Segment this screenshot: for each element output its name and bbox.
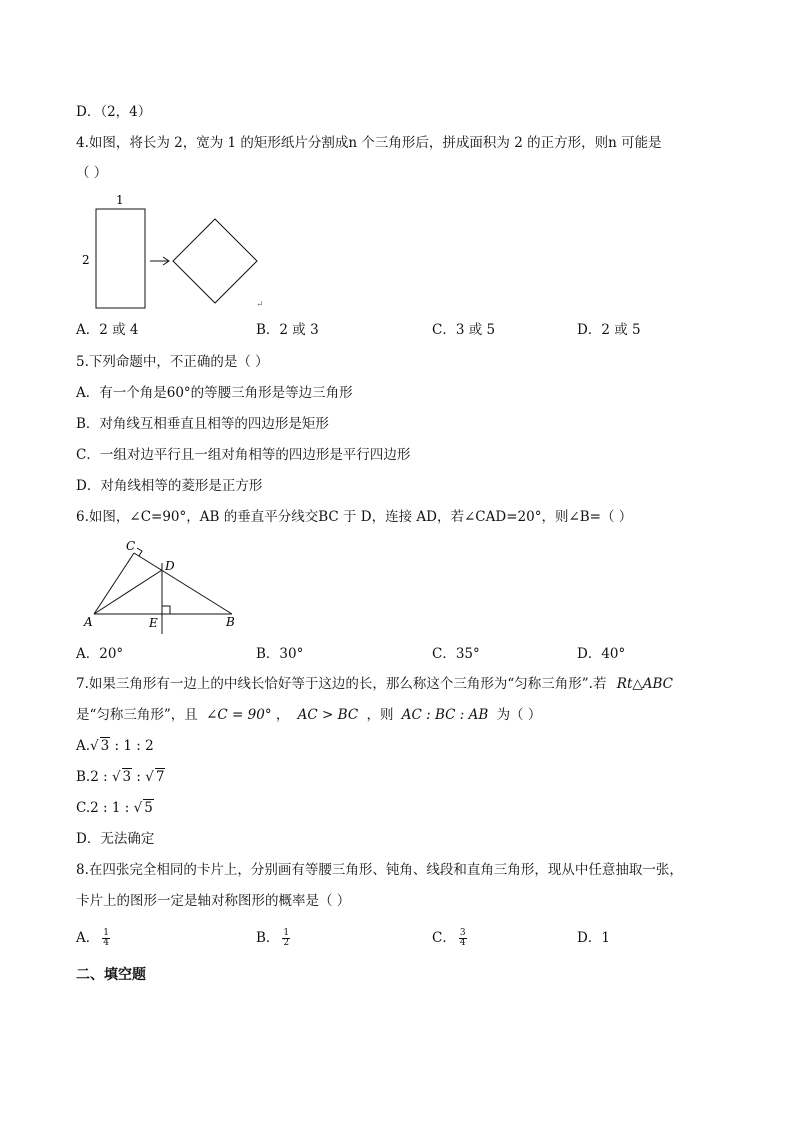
- q7-c-prefix: C.2 : 1 :: [76, 800, 134, 816]
- label-a: A: [84, 615, 93, 629]
- q5-option-d: D．对角线相等的菱形是正方形: [76, 478, 263, 494]
- q7-stem: [76, 674, 673, 694]
- q7-option-c: [76, 798, 154, 818]
- square-shape: [173, 219, 257, 303]
- q5-option-a: A．有一个角是60°的等腰三角形是等边三角形: [76, 385, 353, 401]
- return-mark-icon: ↵: [256, 300, 264, 310]
- q7-option-b: [76, 767, 165, 787]
- q4-option-b: B．2 或 3: [256, 322, 319, 338]
- q8-a-fraction: [102, 929, 110, 948]
- segment-ad: [94, 570, 162, 614]
- sqrt-icon: √: [111, 769, 121, 785]
- q8-option-a: [76, 928, 110, 948]
- sqrt-icon: √: [90, 738, 99, 754]
- label-c: C: [126, 539, 136, 553]
- q8-option-b: [256, 928, 290, 948]
- q8-b-fraction: [282, 929, 290, 948]
- q7-stem-cont: [76, 705, 541, 725]
- q8-stem-cont: 卡片上的图形一定是轴对称图形的概率是（ ）: [76, 893, 351, 909]
- label-b: B: [226, 615, 235, 629]
- q4-option-a: A．2 或 4: [76, 322, 139, 338]
- q7-inequality: AC > BC: [297, 707, 359, 723]
- q7-b-radicand-2: 7: [155, 769, 165, 785]
- q6-option-d: D．40°: [577, 646, 626, 662]
- q7-b-radicand-1: 3: [122, 769, 132, 785]
- q6-stem: 6.如图，∠C=90°，AB 的垂直平分线交BC 于 D，连接 AD，若∠CAD=20°，则∠B=（ ）: [76, 509, 633, 525]
- q4-option-d: D．2 或 5: [577, 322, 641, 338]
- q8-c-den: 4: [459, 938, 466, 948]
- q8-c-num: 3: [459, 928, 466, 938]
- q8-b-num: 1: [283, 928, 290, 938]
- q7-text-1: 是“匀称三角形”，且: [76, 707, 198, 723]
- q4-stem-cont: （ ）: [76, 165, 108, 181]
- q4-option-c: C．3 或 5: [432, 322, 496, 338]
- q8-b-den: 2: [283, 938, 290, 948]
- q7-b-prefix: B.2 :: [76, 769, 112, 785]
- q7-a-radicand: 3: [100, 738, 110, 754]
- q8-a-num: 1: [103, 928, 109, 938]
- q7-text-2: ，则: [366, 707, 394, 723]
- height-label: 2: [82, 253, 90, 267]
- q8-c-prefix: C．: [432, 930, 456, 946]
- segment-cb: [134, 553, 232, 614]
- q7-option-a: [76, 736, 154, 756]
- label-d: D: [165, 559, 175, 573]
- q5-option-b: B．对角线互相垂直且相等的四边形是矩形: [76, 416, 329, 432]
- q5-stem: 5.下列命题中，不正确的是（ ）: [76, 354, 269, 370]
- right-angle-mark-e: [162, 606, 170, 614]
- q4-figure: [76, 190, 276, 315]
- sqrt-icon: √: [133, 800, 143, 816]
- q8-a-prefix: A．: [76, 930, 100, 946]
- q8-a-den: 4: [103, 938, 109, 948]
- q6-option-b: B．30°: [256, 646, 304, 662]
- q7-a-prefix: A.: [76, 738, 91, 754]
- q8-option-d: D．1: [577, 930, 610, 946]
- q6-option-a: A．20°: [76, 646, 124, 662]
- width-label: 1: [116, 193, 124, 207]
- q7-angle-c: ∠C = 90°: [206, 707, 272, 723]
- segment-ac: [94, 553, 134, 614]
- q7-text-3: 为（ ）: [496, 707, 542, 723]
- q6-figure: [80, 537, 250, 637]
- sqrt-icon: √: [145, 769, 154, 785]
- q8-stem: 8.在四张完全相同的卡片上，分别画有等腰三角形、钝角、线段和直角三角形，现从中任意抽取一张，: [76, 862, 683, 878]
- q7-b-mid: :: [132, 769, 146, 785]
- q4-stem: 4.如图，将长为 2，宽为 1 的矩形纸片分割成n 个三角形后，拼成面积为 2 的正方形，则n 可能是: [76, 135, 662, 151]
- prev-option-d: D．（2，4）: [76, 104, 152, 120]
- q7-ratio: AC : BC : AB: [401, 707, 489, 723]
- label-e: E: [149, 616, 158, 630]
- q6-option-c: C．35°: [432, 646, 480, 662]
- q8-b-prefix: B．: [256, 930, 280, 946]
- section-title: 二、填空题: [76, 967, 146, 983]
- q7-comma: ，: [275, 707, 290, 723]
- q7-a-rest: : 1 : 2: [110, 738, 154, 754]
- q8-c-fraction: [459, 929, 467, 948]
- q7-stem-text: 7.如果三角形有一边上的中线长恰好等于这边的长，那么称这个三角形为“匀称三角形”.若: [76, 676, 607, 692]
- q7-triangle-name: Rt△ABC: [616, 676, 674, 692]
- rectangle-shape: [96, 209, 145, 308]
- q7-c-radicand: 5: [144, 800, 153, 816]
- q7-option-d: D．无法确定: [76, 831, 155, 847]
- q5-option-c: C．一组对边平行且一组对角相等的四边形是平行四边形: [76, 447, 411, 463]
- q8-option-c: [432, 928, 467, 948]
